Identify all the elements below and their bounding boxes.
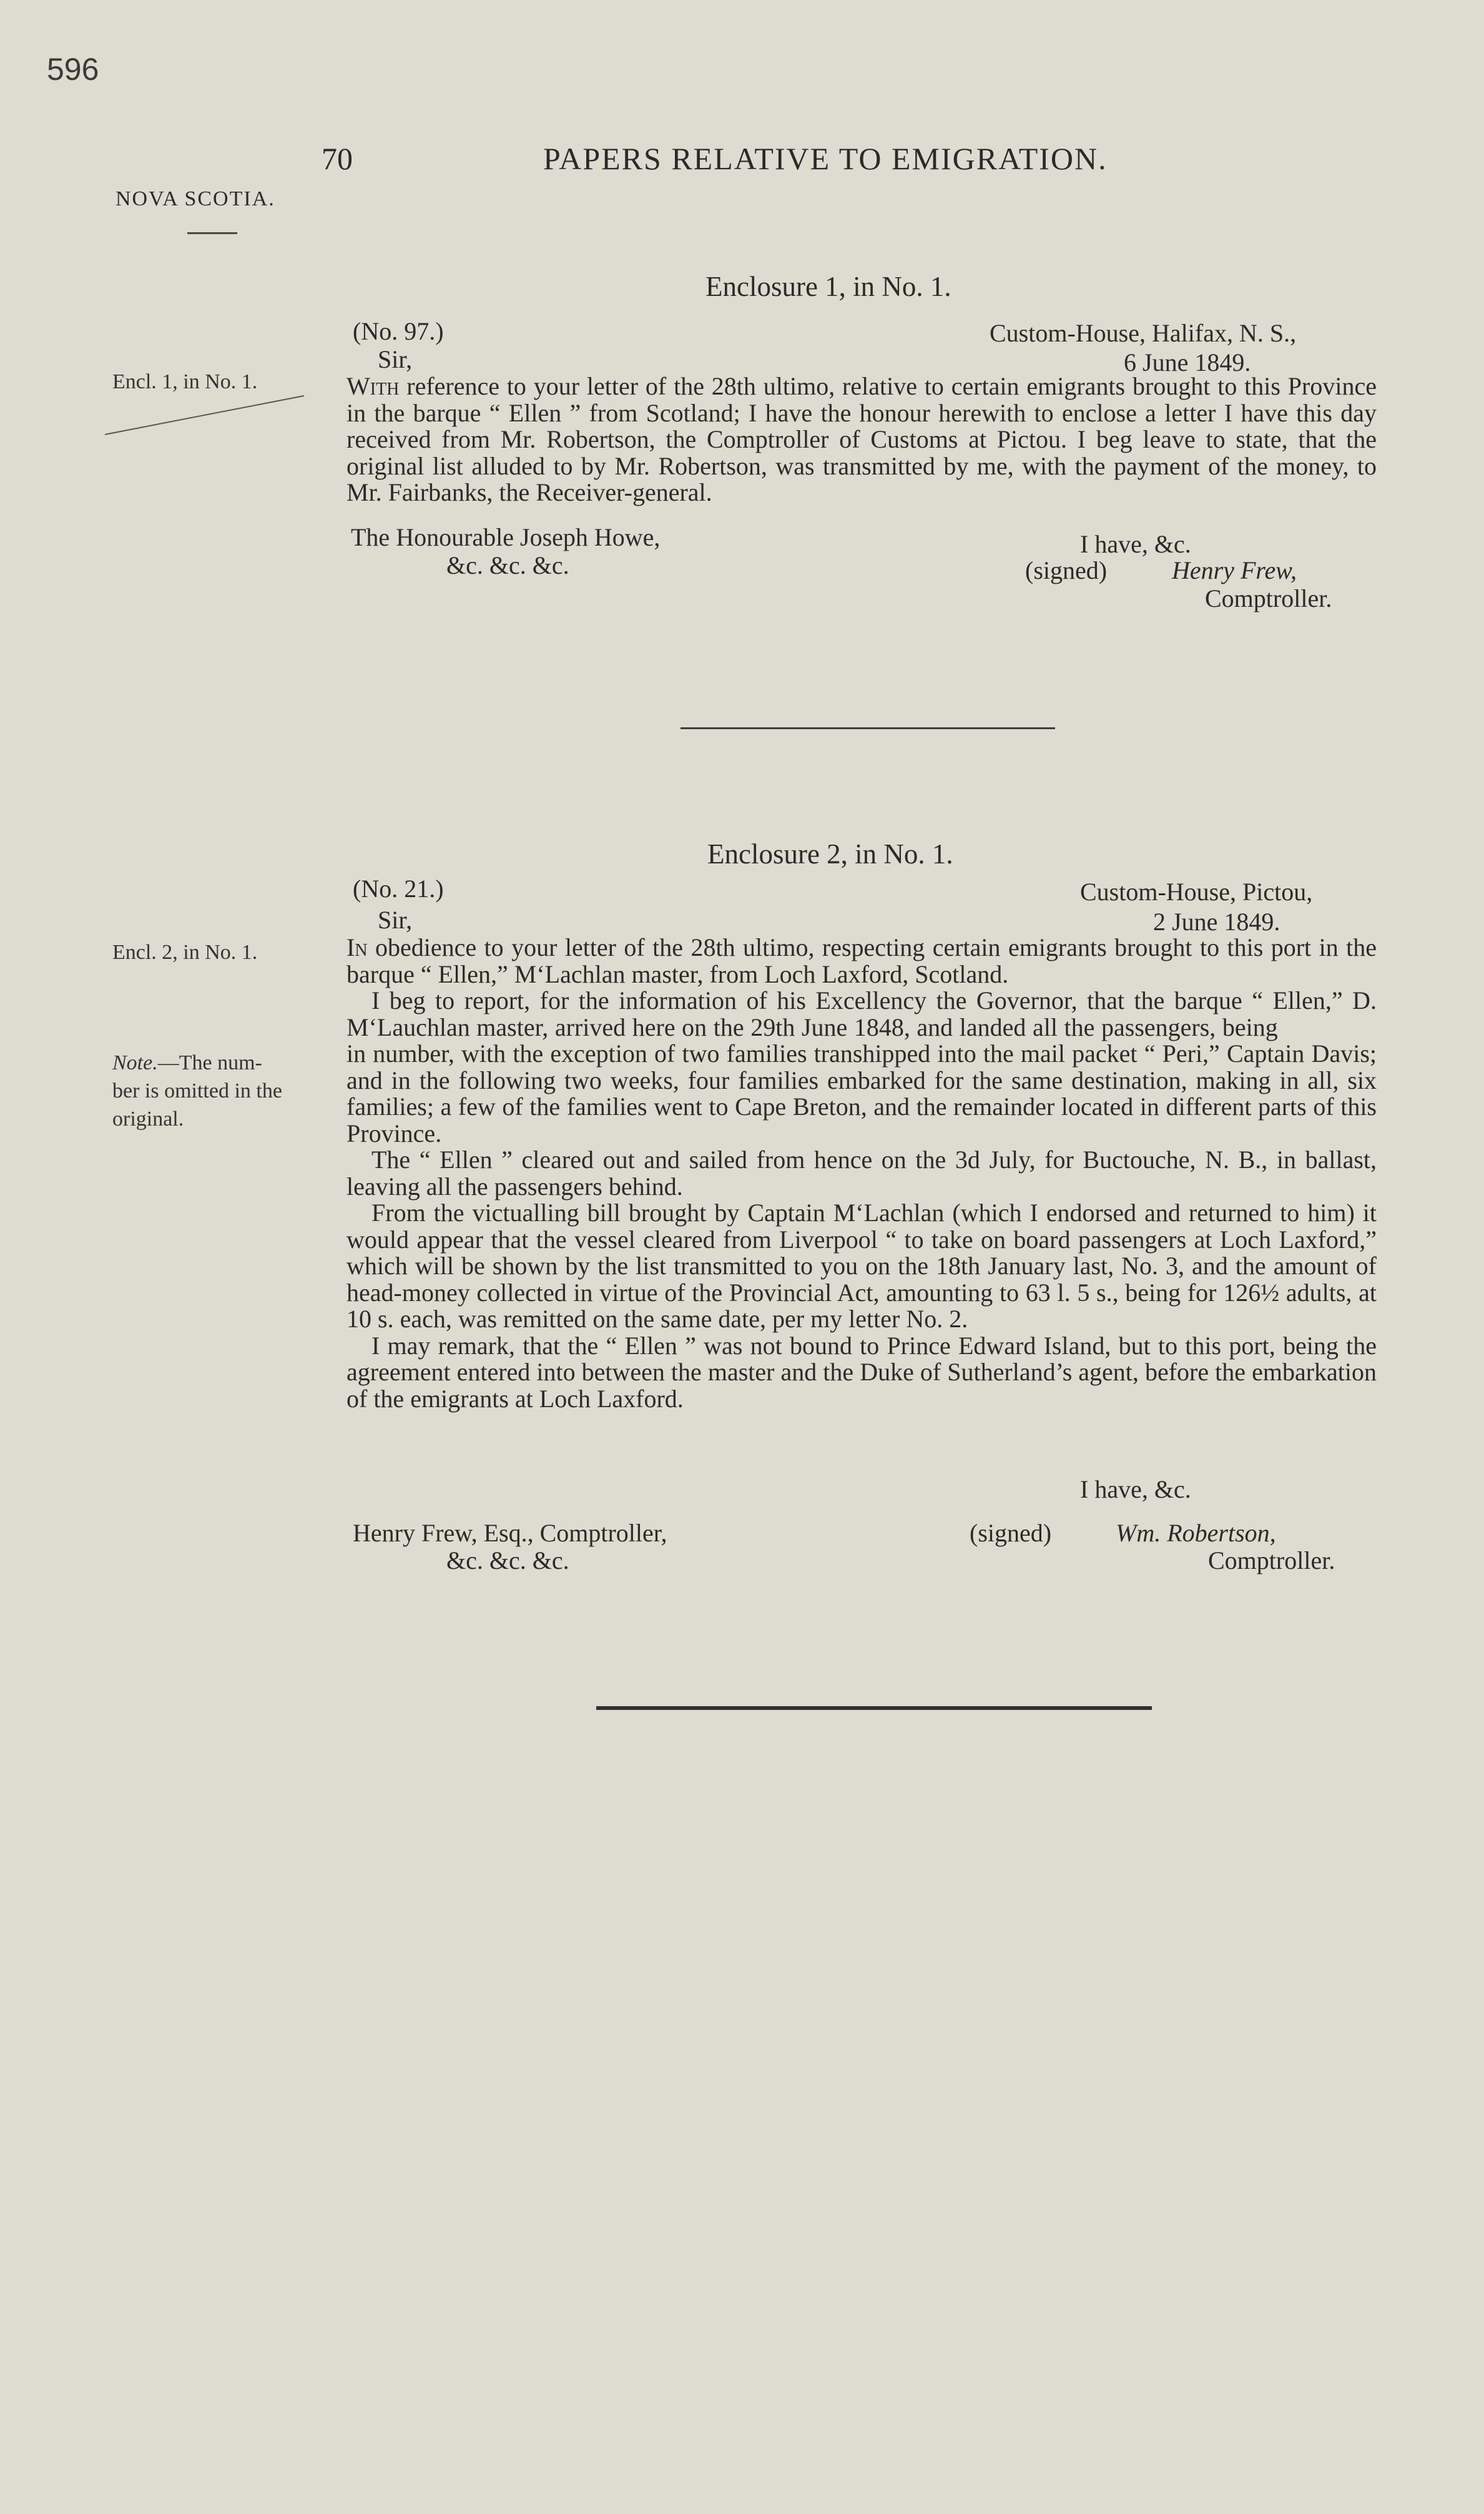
enclosure2-signer-title: Comptroller. — [1208, 1546, 1335, 1574]
enclosure1-number: (No. 97.) — [353, 317, 444, 345]
enclosure2-paragraph-3: The “ Ellen ” cleared out and sailed from hence on the 3d July, for Buctouche, N. B., in ballast, leaving all the passengers behind. — [346, 1146, 1377, 1201]
enclosure1-signer-title: Comptroller. — [1205, 584, 1332, 612]
note-label: Note. — [112, 1051, 158, 1074]
enclosure2-place: Custom-House, Pictou, — [1080, 878, 1313, 906]
margin-rule — [105, 395, 304, 435]
enclosure1-date: 6 June 1849. — [1124, 348, 1251, 376]
enclosure1-signed: (signed) — [1025, 556, 1108, 584]
enclosure2-number: (No. 21.) — [353, 875, 444, 903]
enclosure2-signer: Wm. Robertson, — [1116, 1519, 1276, 1547]
enclosure1-lead: With — [346, 372, 400, 400]
enclosure1-addressee-etc: &c. &c. &c. — [446, 551, 569, 579]
enclosure1-signer: Henry Frew, — [1172, 556, 1297, 584]
section-label: NOVA SCOTIA. — [115, 187, 275, 210]
enclosure1-place: Custom-House, Halifax, N. S., — [990, 319, 1297, 347]
enclosure2-addressee-etc: &c. &c. &c. — [446, 1546, 569, 1574]
enclosure1-salutation: Sir, — [378, 345, 413, 373]
enclosure1-body — [346, 373, 1377, 506]
archive-page-number: 596 — [47, 52, 99, 87]
enclosure2-paragraph-1: obedience to your letter of the 28th ultimo, respecting certain emigrants brought to this port in the barque “ Ellen,” M‘Lachlan master, from Loch Laxford, Scotland. — [346, 933, 1377, 988]
enclosure2-salutation: Sir, — [378, 906, 413, 934]
margin-note-omission — [112, 1049, 282, 1133]
note-line-2: ber is omitted in the — [112, 1079, 282, 1102]
enclosure2-closing: I have, &c. — [1080, 1475, 1191, 1503]
margin-note-encl1: Encl. 1, in No. 1. — [112, 370, 258, 393]
enclosure2-paragraph-5: I may remark, that the “ Ellen ” was not bound to Prince Edward Island, but to this port, being the agreement entered into between the master and the Duke of Sutherland’s agent, before the embarkation of the emigrants at Loch Laxford. — [346, 1331, 1377, 1413]
enclosure2-date: 2 June 1849. — [1153, 908, 1280, 936]
note-line-1: —The num- — [157, 1051, 262, 1074]
enclosure2-body — [346, 935, 1377, 1412]
enclosure2-paragraph-2: I beg to report, for the information of his Excellency the Governor, that the barque “ Ellen,” D. M‘Lauchlan master, arrived here on the 29th June 1848, and landed all the passengers, being in number, with the exception of two families transhipped into the mail packet “ Peri,” Captain Davis; and in the following two weeks, four families embarked for the same destination, making in all, six families; a few of the families went to Cape Breton, and the remainder located in different parts of this Province. — [346, 986, 1377, 1147]
enclosure2-heading: Enclosure 2, in No. 1. — [707, 838, 953, 870]
section-rule — [187, 232, 237, 234]
end-rule — [596, 1706, 1152, 1710]
enclosure-divider — [681, 727, 1055, 729]
page-number: 70 — [322, 141, 353, 176]
enclosure2-signed: (signed) — [970, 1519, 1052, 1547]
enclosure1-addressee: The Honourable Joseph Howe, — [351, 523, 661, 551]
margin-note-encl2: Encl. 2, in No. 1. — [112, 941, 258, 964]
running-title: PAPERS RELATIVE TO EMIGRATION. — [543, 141, 1108, 176]
enclosure2-addressee: Henry Frew, Esq., Comptroller, — [353, 1519, 667, 1547]
note-line-3: original. — [112, 1107, 184, 1131]
enclosure2-lead: In — [346, 933, 368, 961]
enclosure1-closing: I have, &c. — [1080, 530, 1191, 558]
enclosure1-text: reference to your letter of the 28th ultimo, relative to certain emigrants brought to this Province in the barque “ Ellen ” from Scotland; I have the honour herewith to enclose a letter I have this day received from Mr. Robertson, the Comptroller of Customs at Pictou. I beg leave to state, that the original list alluded to by Mr. Robertson, was transmitted by me, with the payment of the money, to Mr. Fairbanks, the Receiver-general. — [346, 372, 1377, 506]
enclosure1-heading: Enclosure 1, in No. 1. — [705, 271, 951, 302]
enclosure2-paragraph-4: From the victualling bill brought by Captain M‘Lachlan (which I endorsed and returned to him) it would appear that the vessel cleared from Liverpool “ to take on board passengers at Loch Laxford,” which will be shown by the list transmitted to you on the 18th January last, No. 3, and the amount of head-money collected in virtue of the Provincial Act, amounting to 63 l. 5 s., being for 126½ adults, at 10 s. each, was remitted on the same date, per my letter No. 2. — [346, 1199, 1377, 1333]
